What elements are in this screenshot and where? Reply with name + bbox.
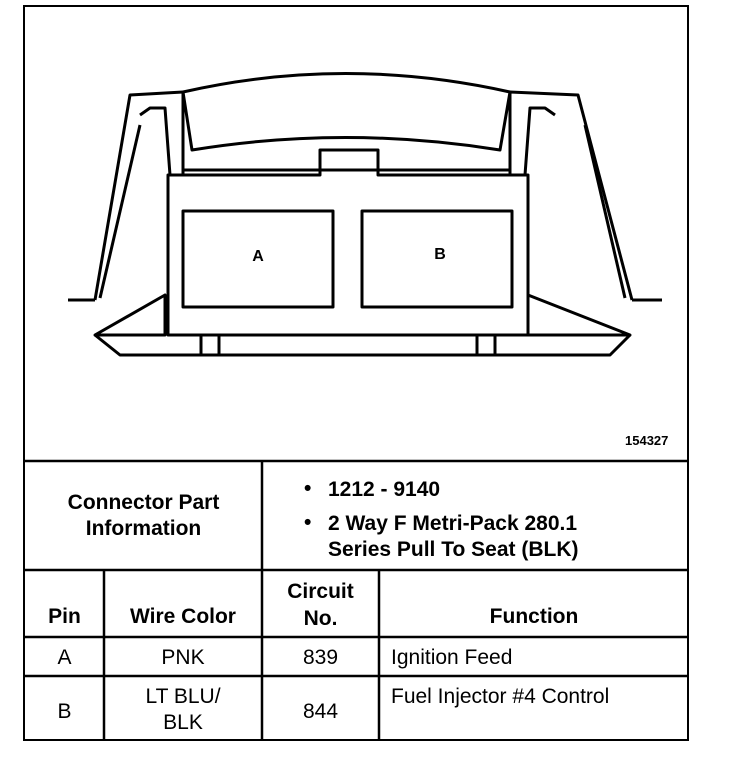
figure-number: 154327 [625,433,669,448]
header-circuit-line2: No. [303,607,338,630]
description-line1: 2 Way F Metri-Pack 280.1 [328,512,578,535]
row-a-circuit: 839 [302,646,339,669]
row-b-wire-color-line2: BLK [163,711,203,734]
bullet-2: • [304,511,312,534]
row-b-wire-color [104,684,262,736]
row-b-circuit: 844 [302,700,339,723]
row-b-pin: B [57,700,72,723]
pin-b-cavity-label: B [434,246,446,263]
header-circuit-no [262,578,379,632]
row-a-wire-color: PNK [161,646,205,669]
bullet-1: • [304,477,312,500]
header-pin: Pin [48,605,81,628]
row-a-function: Ignition Feed [391,646,513,669]
connector-info-heading-line1: Connector Part [67,491,220,514]
row-b-wire-color-line1: LT BLU/ [145,685,221,708]
header-function: Function [489,605,579,628]
connector-latch [183,74,510,151]
connector-info-heading [25,490,262,542]
description-line2: Series Pull To Seat (BLK) [328,538,579,561]
pin-a-cavity-label: A [252,248,264,265]
connector-info-heading-line2: Information [85,517,202,540]
part-number: 1212 - 9140 [328,478,441,501]
header-circuit-line1: Circuit [287,580,354,603]
header-wire-color: Wire Color [130,605,236,628]
row-a-pin: A [57,646,72,669]
row-b-function: Fuel Injector #4 Control [391,685,610,708]
connector-base [95,295,165,335]
